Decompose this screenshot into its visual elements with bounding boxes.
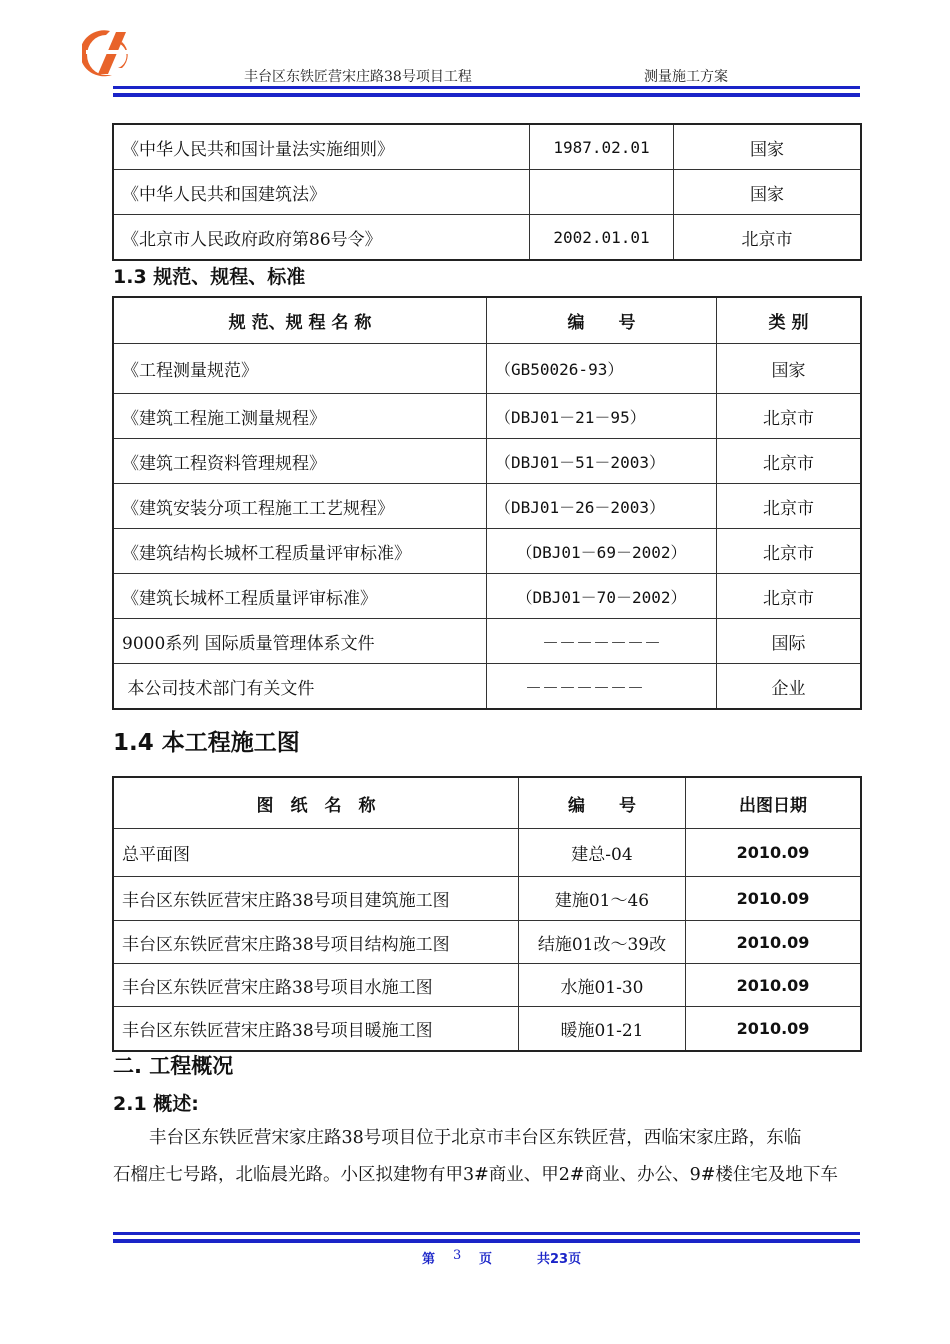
drawing-name: 丰台区东铁匠营宋庄路38号项目建筑施工图 — [114, 877, 519, 921]
law-level: 国家 — [674, 125, 861, 170]
column-header-name: 规 范、规 程 名 称 — [114, 298, 487, 344]
law-level: 北京市 — [674, 215, 861, 260]
table-row — [114, 877, 861, 921]
standard-name: 《建筑工程施工测量规程》 — [114, 394, 487, 439]
table-row — [114, 439, 861, 484]
standard-name: 《工程测量规范》 — [114, 344, 487, 394]
standard-type: 北京市 — [717, 394, 861, 439]
table-row — [114, 664, 861, 709]
section-1-3-title: 1.3 规范、规程、标准 — [113, 266, 306, 288]
header-rule-top — [113, 86, 860, 89]
drawing-name: 丰台区东铁匠营宋庄路38号项目水施工图 — [114, 964, 519, 1007]
column-header-type: 类 别 — [717, 298, 861, 344]
table-row — [114, 125, 861, 170]
column-header-name: 图 纸 名 称 — [114, 778, 519, 829]
standard-type: 北京市 — [717, 574, 861, 619]
drawing-code: 水施01-30 — [519, 964, 686, 1007]
standard-name: 《建筑安装分项工程施工工艺规程》 — [114, 484, 487, 529]
drawing-name: 丰台区东铁匠营宋庄路38号项目暖施工图 — [114, 1007, 519, 1051]
table-header-row — [114, 298, 861, 344]
standard-name: 9000系列 国际质量管理体系文件 — [114, 619, 487, 664]
footer-rule-top — [113, 1232, 860, 1235]
section-2-1-title: 2.1 概述: — [113, 1093, 199, 1115]
footer-page-number: 3 — [453, 1248, 462, 1263]
law-date — [530, 170, 674, 215]
standard-code: （GB50026-93） — [487, 344, 717, 394]
column-header-date: 出图日期 — [686, 778, 861, 829]
drawing-date: 2010.09 — [686, 1007, 861, 1051]
table-row — [114, 215, 861, 260]
table-row — [114, 574, 861, 619]
standard-code: （DBJ01－69－2002） — [487, 529, 717, 574]
standard-type: 北京市 — [717, 484, 861, 529]
table-row — [114, 394, 861, 439]
drawing-code: 暖施01-21 — [519, 1007, 686, 1051]
standard-type: 国际 — [717, 619, 861, 664]
law-name: 《北京市人民政府政府第86号令》 — [114, 215, 530, 260]
overview-paragraph — [113, 1120, 862, 1194]
drawing-name: 丰台区东铁匠营宋庄路38号项目结构施工图 — [114, 921, 519, 964]
standard-type: 国家 — [717, 344, 861, 394]
section-1-4-title: 1.4 本工程施工图 — [113, 730, 300, 756]
table-row — [114, 529, 861, 574]
standard-code: （DBJ01－51－2003） — [487, 439, 717, 484]
footer-rule-bottom — [113, 1239, 860, 1243]
column-header-code: 编 号 — [519, 778, 686, 829]
header-title: 丰台区东铁匠营宋庄路38号项目工程 — [244, 69, 472, 85]
law-name: 《中华人民共和国建筑法》 — [114, 170, 530, 215]
drawing-date: 2010.09 — [686, 877, 861, 921]
drawing-date: 2010.09 — [686, 964, 861, 1007]
standard-code: （DBJ01－21－95） — [487, 394, 717, 439]
header-doc-type: 测量施工方案 — [644, 69, 728, 85]
standard-code: （DBJ01－70－2002） — [487, 574, 717, 619]
standard-code: （DBJ01－26－2003） — [487, 484, 717, 529]
standard-code: －－－－－－－ — [487, 664, 717, 709]
section-2-title: 二. 工程概况 — [113, 1054, 234, 1078]
drawing-date: 2010.09 — [686, 921, 861, 964]
overview-line-2: 石榴庄七号路，北临晨光路。小区拟建物有甲3#商业、甲2#商业、办公、9#楼住宅及地下车 — [113, 1165, 838, 1185]
footer-page-unit: 页 — [479, 1252, 493, 1267]
table-row — [114, 484, 861, 529]
drawings-table — [113, 777, 861, 1051]
column-header-code: 编 号 — [487, 298, 717, 344]
law-date: 2002.01.01 — [530, 215, 674, 260]
table-row — [114, 170, 861, 215]
standard-code: －－－－－－－ — [487, 619, 717, 664]
law-level: 国家 — [674, 170, 861, 215]
standard-type: 北京市 — [717, 529, 861, 574]
table-row — [114, 829, 861, 877]
table-row — [114, 619, 861, 664]
company-logo — [82, 28, 138, 78]
drawing-date: 2010.09 — [686, 829, 861, 877]
laws-table — [113, 124, 861, 260]
footer-page-label: 第 — [422, 1252, 436, 1267]
law-name: 《中华人民共和国计量法实施细则》 — [114, 125, 530, 170]
law-date: 1987.02.01 — [530, 125, 674, 170]
drawing-code: 建总-04 — [519, 829, 686, 877]
standards-table — [113, 297, 861, 709]
table-row — [114, 344, 861, 394]
drawing-code: 结施01改～39改 — [519, 921, 686, 964]
header-rule-bottom — [113, 93, 860, 97]
footer-total-pages: 共23页 — [537, 1252, 582, 1267]
standard-name: 《建筑长城杯工程质量评审标准》 — [114, 574, 487, 619]
overview-line-1: 丰台区东铁匠营宋家庄路38号项目位于北京市丰台区东铁匠营，西临宋家庄路，东临 — [149, 1128, 802, 1148]
standard-type: 北京市 — [717, 439, 861, 484]
table-header-row — [114, 778, 861, 829]
table-row — [114, 921, 861, 964]
drawing-code: 建施01～46 — [519, 877, 686, 921]
standard-name: 《建筑结构长城杯工程质量评审标准》 — [114, 529, 487, 574]
table-row — [114, 1007, 861, 1051]
table-row — [114, 964, 861, 1007]
standard-name: 《建筑工程资料管理规程》 — [114, 439, 487, 484]
standard-name: 本公司技术部门有关文件 — [114, 664, 487, 709]
drawing-name: 总平面图 — [114, 829, 519, 877]
standard-type: 企业 — [717, 664, 861, 709]
